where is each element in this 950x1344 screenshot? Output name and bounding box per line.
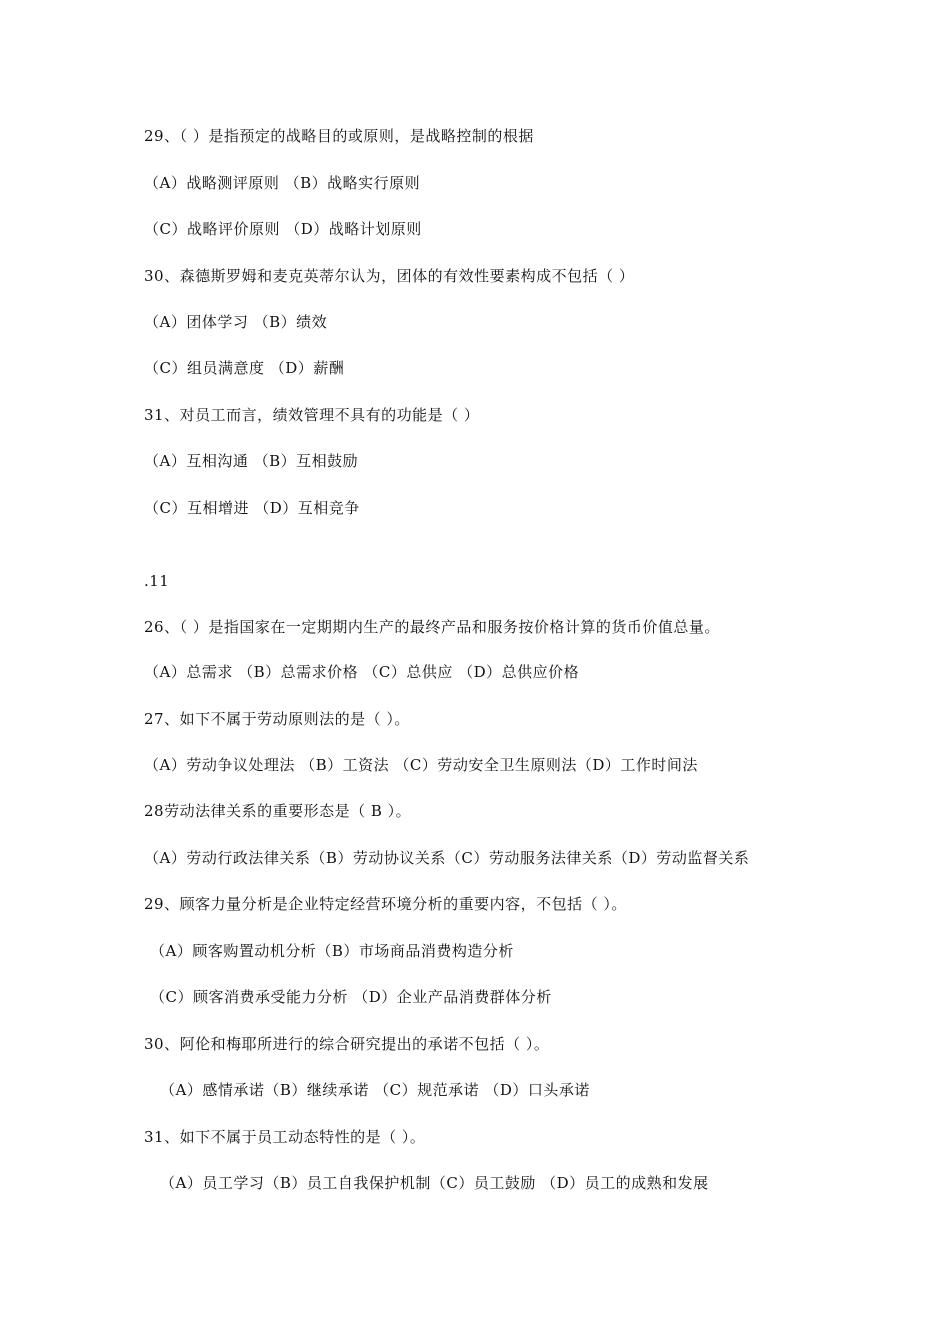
section-marker: .11 <box>144 572 170 590</box>
options-30-a-ab: （A）团体学习 （B）绩效 <box>144 313 328 331</box>
options-29-a-ab: （A）战略测评原则 （B）战略实行原则 <box>144 174 421 192</box>
options-31-a-ab: （A）互相沟通 （B）互相鼓励 <box>144 452 359 470</box>
question-31-a: 31、对员工而言，绩效管理不具有的功能是（ ） <box>144 406 480 424</box>
options-30-a-cd: （C）组员满意度 （D）薪酬 <box>144 359 345 377</box>
question-29-b: 29、顾客力量分析是企业特定经营环境分析的重要内容，不包括（ ）。 <box>144 895 627 913</box>
options-28: （A）劳动行政法律关系（B）劳动协议关系（C）劳动服务法律关系（D）劳动监督关系 <box>144 849 750 867</box>
options-30-b: （A）感情承诺（B）继续承诺 （C）规范承诺 （D）口头承诺 <box>160 1081 590 1099</box>
options-29-b-ab: （A）顾客购置动机分析（B）市场商品消费构造分析 <box>150 942 514 960</box>
options-29-a-cd: （C）战略评价原则 （D）战略计划原则 <box>144 220 422 238</box>
question-26: 26、（ ）是指国家在一定期期内生产的最终产品和服务按价格计算的货币价值总量。 <box>144 618 720 636</box>
question-30-a: 30、森德斯罗姆和麦克英蒂尔认为，团体的有效性要素构成不包括（ ） <box>144 267 635 285</box>
options-31-a-cd: （C）互相增进 （D）互相竞争 <box>144 499 360 517</box>
options-29-b-cd: （C）顾客消费承受能力分析 （D）企业产品消费群体分析 <box>150 988 552 1006</box>
question-31-b: 31、如下不属于员工动态特性的是（ ）。 <box>144 1128 426 1146</box>
options-27: （A）劳动争议处理法 （B）工资法 （C）劳动安全卫生原则法（D）工作时间法 <box>144 756 698 774</box>
question-28: 28劳动法律关系的重要形态是（ B ）。 <box>144 802 412 820</box>
question-29-a: 29、（ ）是指预定的战略目的或原则，是战略控制的根据 <box>144 127 534 145</box>
options-31-b: （A）员工学习（B）员工自我保护机制（C）员工鼓励 （D）员工的成熟和发展 <box>160 1174 709 1192</box>
question-30-b: 30、阿伦和梅耶所进行的综合研究提出的承诺不包括（ ）。 <box>144 1035 550 1053</box>
options-26: （A）总需求 （B）总需求价格 （C）总供应 （D）总供应价格 <box>144 663 580 681</box>
question-27: 27、如下不属于劳动原则法的是（ ）。 <box>144 710 410 728</box>
